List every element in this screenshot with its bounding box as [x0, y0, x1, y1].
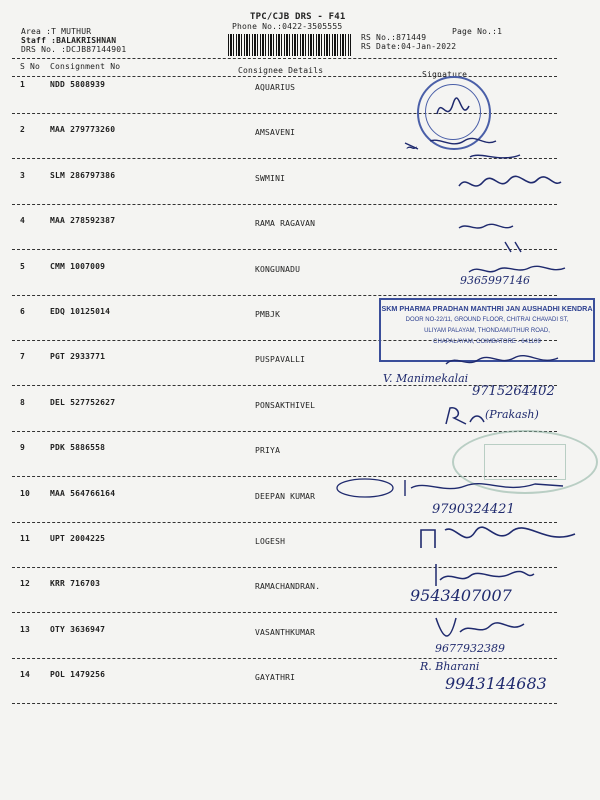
- header-divider-top: [12, 58, 557, 59]
- drs-number: DRS No. :DCJB87144901: [21, 45, 127, 54]
- row-consignment-no: CMM 1007009: [50, 262, 106, 271]
- page-number: Page No.:1: [452, 27, 503, 36]
- signature-scribble-2: [400, 135, 560, 171]
- row-divider: [12, 204, 557, 205]
- row-sno: 14: [20, 670, 31, 679]
- barcode: [228, 34, 351, 56]
- pharmacy-title: SKM PHARMA PRADHAN MANTHRI JAN AUSHADHI KENDRA: [381, 304, 593, 313]
- signature-scribble-3: [455, 172, 565, 196]
- row-consignment-no: EDQ 10125014: [50, 307, 111, 316]
- row-sno: 1: [20, 80, 26, 89]
- row-sno: 7: [20, 352, 26, 361]
- row-consignment-no: NDD 5808939: [50, 80, 106, 89]
- area-label: Area :T MUTHUR: [21, 27, 92, 36]
- row-divider: [12, 431, 557, 432]
- row-consignee: AMSAVENI: [255, 128, 296, 137]
- row-consignment-no: PDK 5886558: [50, 443, 106, 452]
- row-sno: 4: [20, 216, 26, 225]
- staff-label: Staff :BALAKRISHNAN: [21, 36, 117, 45]
- row-consignee: PONSAKTHIVEL: [255, 401, 316, 410]
- rs-number: RS No.:871449: [361, 33, 427, 42]
- row-consignee: PRIYA: [255, 446, 281, 455]
- signature-scribble-11: [415, 522, 585, 556]
- row-sno: 12: [20, 579, 31, 588]
- col-sno: S No: [20, 62, 41, 71]
- col-consignment: Consignment No: [50, 62, 121, 71]
- row-divider: [12, 295, 557, 296]
- row-sno: 3: [20, 171, 26, 180]
- name-handwritten-9: (Prakash): [485, 408, 539, 421]
- row-divider: [12, 703, 557, 704]
- row-sno: 5: [20, 262, 26, 271]
- signature-scribble-4: [455, 218, 545, 258]
- row-consignee: KONGUNADU: [255, 265, 301, 274]
- row-sno: 11: [20, 534, 31, 543]
- row-consignee: DEEPAN KUMAR: [255, 492, 316, 501]
- row-consignment-no: MAA 278592387: [50, 216, 116, 225]
- rs-date: RS Date:04-Jan-2022: [361, 42, 457, 51]
- phone-handwritten-13: 9677932389: [435, 642, 505, 655]
- name-handwritten-14: R. Bharani: [420, 660, 480, 673]
- row-sno: 10: [20, 489, 31, 498]
- pharmacy-address-1: DOOR NO-22/11, GROUND FLOOR, CHITRAI CHAVADI ST,: [405, 317, 569, 323]
- row-sno: 9: [20, 443, 26, 452]
- row-sno: 6: [20, 307, 26, 316]
- phone-handwritten-8: 9715264402: [472, 384, 555, 399]
- row-consignment-no: POL 1479256: [50, 670, 106, 679]
- signature-scribble-9: [440, 404, 490, 428]
- row-sno: 13: [20, 625, 31, 634]
- document-title: TPC/CJB DRS - F41: [250, 12, 346, 22]
- row-consignee: GAYATHRI: [255, 673, 296, 682]
- phone-handwritten-11a: 9790324421: [432, 502, 515, 517]
- row-sno: 2: [20, 125, 26, 134]
- phone-handwritten-12: 9543407007: [410, 586, 512, 605]
- signature-2: ~: [405, 138, 419, 157]
- row-sno: 8: [20, 398, 26, 407]
- row-consignee: RAMACHANDRAN.: [255, 582, 321, 591]
- col-consignee: Consignee Details: [238, 66, 324, 75]
- row-consignment-no: UPT 2004225: [50, 534, 106, 543]
- signature-scribble-10: [335, 474, 575, 502]
- row-consignment-no: MAA 564766164: [50, 489, 116, 498]
- row-consignment-no: SLM 286797386: [50, 171, 116, 180]
- pharmacy-address-2: ULIYAM PALAYAM, THONDAMUTHUR ROAD,: [424, 328, 550, 334]
- name-handwritten-8: V. Manimekalai: [383, 372, 469, 385]
- row-consignment-no: KRR 716703: [50, 579, 101, 588]
- pharmacy-address-3: CHAPALAYAM, COIMBATORE - 641109: [433, 339, 541, 345]
- phone-number: Phone No.:0422-3505555: [232, 22, 343, 31]
- signature-scribble-13: [430, 612, 530, 646]
- row-consignment-no: MAA 279773260: [50, 125, 116, 134]
- row-consignment-no: PGT 2933771: [50, 352, 106, 361]
- row-consignment-no: OTY 3636947: [50, 625, 106, 634]
- row-consignment-no: DEL 527752627: [50, 398, 116, 407]
- row-consignee: SWMINI: [255, 174, 286, 183]
- phone-handwritten-5: 9365997146: [460, 274, 530, 287]
- row-consignee: RAMA RAGAVAN: [255, 219, 316, 228]
- row-consignee: VASANTHKUMAR: [255, 628, 316, 637]
- phone-handwritten-14: 9943144683: [445, 674, 547, 693]
- col-signature: Signature: [422, 70, 468, 79]
- row-consignee: LOGESH: [255, 537, 286, 546]
- signature-scribble-7: [440, 350, 570, 374]
- row-consignee: AQUARIUS: [255, 83, 296, 92]
- row-consignee: PUSPAVALLI: [255, 355, 306, 364]
- row-consignee: PMBJK: [255, 310, 281, 319]
- row-divider: [12, 658, 557, 659]
